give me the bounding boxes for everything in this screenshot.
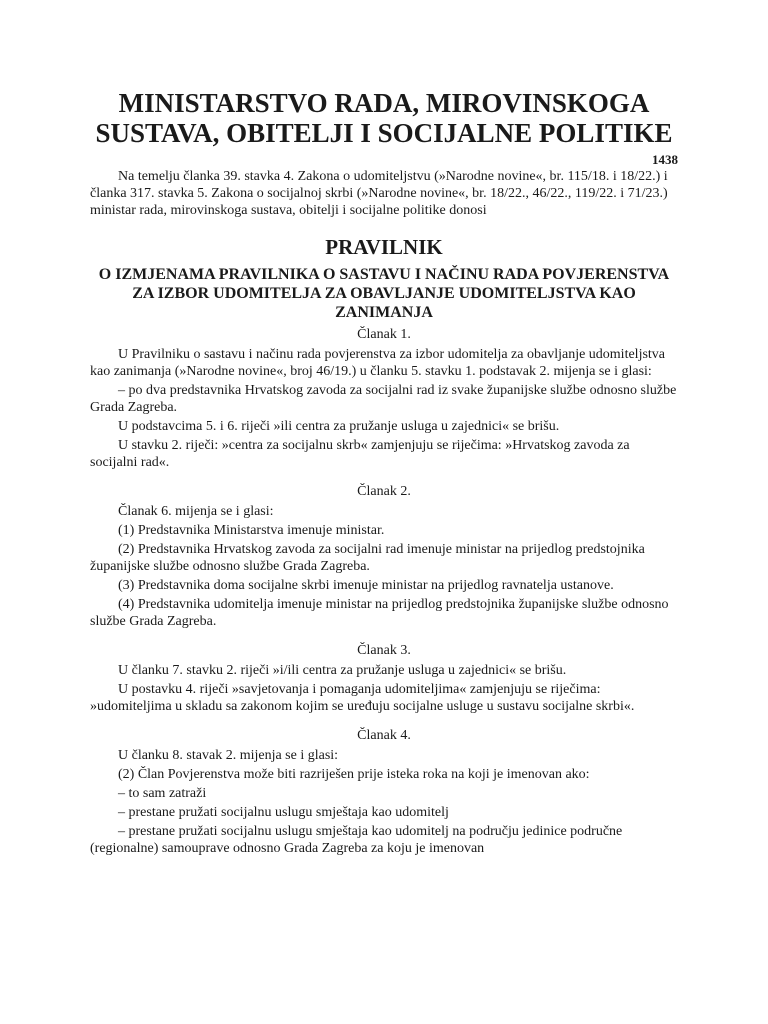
article-heading-2: Članak 2.	[357, 484, 411, 499]
ministry-title: MINISTARSTVO RADA, MIROVINSKOGA SUSTAVA, OBITELJI I SOCIJALNE POLITIKE	[95, 88, 673, 148]
article-heading-4: Članak 4.	[357, 728, 411, 743]
article-4-paragraph: – prestane pružati socijalnu uslugu smještaja kao udomitelj na području jedinice područne (regionalne) samouprave odnosno Grada Zagreba za koju je imenovan	[90, 824, 623, 856]
article-4-paragraph: U članku 8. stavak 2. mijenja se i glasi:	[118, 748, 339, 763]
article-1-paragraph: U stavku 2. riječi: »centra za socijalnu skrb« zamjenjuju se riječima: »Hrvatskog zavoda za socijalni rad«.	[90, 438, 630, 470]
article-1-paragraph: U Pravilniku o sastavu i načinu rada povjerenstva za izbor udomitelja za obavljanje udomiteljstva kao zanimanja (»Narodne novine«, broj 46/19.) u članku 5. stavku 1. podstavak 2. mijenja se i glasi:	[90, 347, 666, 379]
regulation-subtitle: O IZMJENAMA PRAVILNIKA O SASTAVU I NAČINU RADA POVJERENSTVA ZA IZBOR UDOMITELJA ZA OBAVLJANJE UDOMITELJSTVA KAO ZANIMANJA	[98, 266, 670, 321]
article-2-paragraph: (2) Predstavnika Hrvatskog zavoda za socijalni rad imenuje ministar na prijedlog predstojnika županijske službe odnosno službe Grada Zagreba.	[90, 542, 645, 574]
preamble: Na temelju članka 39. stavka 4. Zakona o udomiteljstvu (»Narodne novine«, br. 115/18. i 18/22.) i članka 317. stavka 5. Zakona o socijalnoj skrbi (»Narodne novine«, br. 18/22., 46/22., 119/22. i 71/23.) ministar rada, mirovinskoga sustava, obitelji i socijalne politike donosi	[90, 169, 668, 218]
article-1-paragraph: – po dva predstavnika Hrvatskog zavoda za socijalni rad iz svake županijske službe odnosno službe Grada Zagreba.	[90, 383, 677, 415]
document-page	[90, 88, 678, 859]
article-2-paragraph: (3) Predstavnika doma socijalne skrbi imenuje ministar na prijedlog ravnatelja ustanove.	[118, 578, 614, 593]
article-2-paragraph: (4) Predstavnika udomitelja imenuje ministar na prijedlog predstojnika županijske službe odnosno službe Grada Zagreba.	[90, 597, 669, 629]
article-2-paragraph: (1) Predstavnika Ministarstva imenuje ministar.	[118, 523, 385, 538]
document-number: 1438	[652, 152, 678, 167]
article-2-paragraph: Članak 6. mijenja se i glasi:	[118, 504, 274, 519]
article-1-paragraph: U podstavcima 5. i 6. riječi »ili centra za pružanje usluga u zajednici« se brišu.	[118, 419, 560, 434]
article-heading-3: Članak 3.	[357, 643, 411, 658]
article-3-paragraph: U članku 7. stavku 2. riječi »i/ili centra za pružanje usluga u zajednici« se brišu.	[118, 663, 567, 678]
article-4-paragraph: – to sam zatraži	[118, 786, 207, 801]
regulation-title: PRAVILNIK	[325, 235, 443, 259]
article-heading-1: Članak 1.	[357, 327, 411, 342]
article-4-paragraph: – prestane pružati socijalnu uslugu smještaja kao udomitelj	[118, 805, 449, 820]
article-3-paragraph: U postavku 4. riječi »savjetovanja i pomaganja udomiteljima« zamjenjuju se riječima: »udomiteljima u skladu sa zakonom kojim se uređuju socijalne usluge u sustavu socijalne skrbi«.	[90, 682, 635, 714]
article-4-paragraph: (2) Član Povjerenstva može biti razriješen prije isteka roka na koji je imenovan ako:	[118, 767, 590, 782]
